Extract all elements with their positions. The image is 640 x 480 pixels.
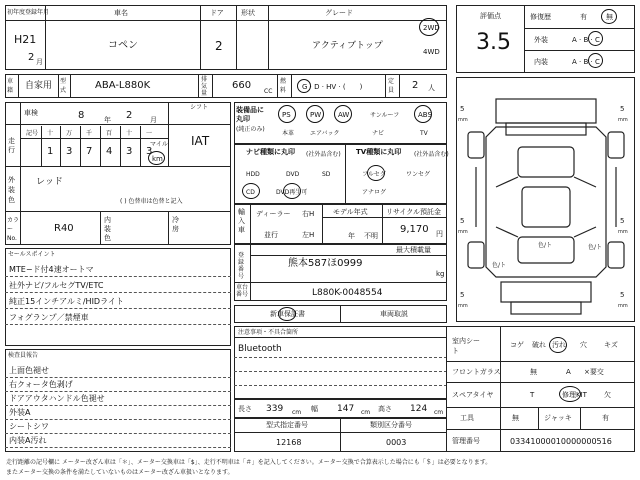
inspection-item-4: シートシワ (9, 422, 49, 431)
diagram-mm-bl: mm (458, 303, 468, 309)
header-box (5, 5, 447, 70)
glass-opt-1: A (566, 368, 571, 376)
inspection-item-3: 外装A (9, 408, 31, 417)
navi-dvd-circle (283, 183, 301, 199)
repair-no: 無 (606, 13, 613, 21)
wid-value: 147 (337, 404, 355, 414)
disp-unit: CC (264, 88, 273, 95)
equip-circle-0 (278, 105, 296, 123)
navi-item-1: DVD (286, 171, 300, 178)
sales-line-3 (5, 324, 231, 325)
mileage-unit-1: 十 (47, 130, 54, 137)
notes-body: Bluetooth (238, 344, 282, 354)
spare-kit-circle (559, 386, 581, 402)
diagram-five-br: 5 (620, 291, 625, 299)
mileage-divider-5 (120, 126, 121, 166)
equip-item-2: AW (338, 111, 350, 119)
navi-title: ナビ種類に丸印 (246, 148, 295, 156)
mile-label: マイル (150, 141, 168, 148)
glass-opt-2: ×要交 (584, 368, 604, 376)
plate-label: 車籍 (7, 78, 14, 94)
equip-item-3: サンルーフ (370, 112, 400, 119)
mileage-side-label: 走行 (8, 137, 15, 154)
reg-year: H21 (14, 33, 37, 46)
inspect-month: 2 (126, 110, 133, 121)
mileage-unit-6: 一 (146, 130, 153, 137)
inspection-item-1: 右クォータ色剥げ (9, 380, 73, 389)
manual-label: 車両取説 (380, 310, 408, 318)
tv-item-0: フルセグ (362, 171, 386, 178)
notes-title: 注意事項・不具合箇所 (238, 329, 299, 336)
equip-circle-4 (414, 105, 432, 123)
weight-label: 最大積載量 (396, 246, 431, 254)
jack-value: 有 (602, 414, 609, 422)
inspection-line-0 (5, 377, 231, 378)
color-note: ( ) 色替車は色替と記入 (120, 198, 183, 205)
mileage-unit-4: 百 (106, 130, 113, 137)
int-abc: A · B · C (572, 58, 600, 66)
tools-value: 無 (512, 414, 519, 422)
mileage-unit-3: 千 (86, 130, 93, 137)
jack-label: ジャッキ (544, 414, 572, 422)
equip-sub: (純正のみ) (236, 126, 265, 133)
door-count: 2 (215, 39, 223, 53)
first-reg-label: 初年度登録年月 (7, 9, 50, 16)
diagram-five-tl: 5 (460, 105, 465, 113)
model-year-unknown: 不明 (364, 232, 378, 240)
reg-month: 2 (28, 52, 35, 63)
drive-2wd: 2WD (423, 24, 440, 32)
footer-line2: またメーター交換の条件を満たしていないものはメーター改ざん車扱いとなります。 (6, 469, 234, 476)
recycle-label: リサイクル預託金 (386, 208, 442, 216)
fuel-options: G · D · HV · ( ) (302, 83, 363, 91)
seat-label: 室内シート (452, 337, 480, 355)
inspection-line-4 (5, 433, 231, 434)
tools-label: 工具 (460, 414, 474, 422)
inspection-line-1 (5, 391, 231, 392)
navi-item-2: SD (322, 171, 331, 178)
diagram-mm-ml: mm (458, 229, 468, 235)
mileage-digit-3: 4 (106, 146, 113, 157)
mileage-unit-5: 十 (126, 130, 133, 137)
diagram-color-change-1: 色/ト (538, 242, 553, 249)
tv-item-2: アナログ (362, 189, 387, 196)
diagram-mm-tl: mm (458, 117, 468, 123)
mileage-divider-3 (80, 126, 81, 166)
model-year-unit: 年 (348, 232, 355, 240)
shift-value: IAT (191, 134, 210, 148)
repair-yes: 有 (580, 13, 587, 21)
tv-sub: (社外品含む) (414, 151, 449, 158)
mileage-digit-1: 3 (66, 146, 73, 157)
len-value: 339 (266, 404, 284, 414)
mileage-divider-2 (60, 126, 61, 166)
glass-label: フロントガラス (452, 368, 501, 376)
seat-opt-3: 穴 (580, 341, 587, 349)
km-label: km (152, 155, 163, 163)
hgt-value: 124 (410, 404, 428, 414)
seats-value: 2 (412, 80, 419, 91)
score-value: 3.5 (476, 30, 511, 55)
score-label: 評価点 (480, 12, 501, 20)
inspect-year: 8 (78, 110, 85, 121)
import-left: 左H (302, 231, 315, 239)
designation-label: 型式指定番号 (266, 421, 308, 429)
diagram-mm-mr: mm (618, 229, 628, 235)
equip-item2-3: TV (420, 130, 428, 137)
disp-value: 660 (232, 80, 252, 91)
shift-label: シフト (190, 104, 209, 111)
mileage-digit-5: 3 (146, 146, 153, 157)
km-circle (148, 151, 165, 165)
len-unit: cm (292, 409, 302, 416)
drive-4wd: 4WD (423, 48, 440, 56)
diagram-five-bl: 5 (460, 291, 465, 299)
model-value: ABA-L880K (95, 80, 151, 91)
spare-opt-0: T (530, 391, 535, 399)
diagram-mm-br: mm (618, 303, 628, 309)
navi-item-3: CD (246, 189, 255, 196)
import-dealer: ディーラー (256, 210, 291, 218)
aircon-label: 冷房 (172, 216, 179, 233)
sales-title: セールスポイント (8, 251, 56, 258)
shape-label: 形状 (241, 9, 255, 17)
sales-item-3: フォグランプ／禁煙車 (9, 313, 89, 322)
diagram-color-change-3: 色/ト (492, 262, 507, 269)
plate-no-value: 熊本587ほ0999 (288, 258, 363, 269)
spare-opt-1: 修理KIT (562, 391, 587, 399)
diagram-five-tr: 5 (620, 105, 625, 113)
mileage-divider-6 (140, 126, 141, 166)
row2-box (5, 74, 447, 98)
equip-title: 装備品に丸印 (236, 106, 264, 123)
inspection-line-2 (5, 405, 231, 406)
mgmt-label: 管理番号 (452, 437, 480, 445)
len-label: 長さ (238, 405, 252, 413)
chassis-value: L880K-0048554 (312, 288, 383, 298)
color-code-label: カラーNo. (7, 217, 20, 242)
mileage-digit-4: 3 (126, 146, 133, 157)
chassis-label: 車台番号 (236, 284, 249, 298)
car-diagram (456, 77, 635, 322)
recycle-value: 9,170 (400, 224, 429, 235)
inspection-item-5: 内装A汚れ (9, 436, 47, 445)
tv-item-1: ワンセグ (406, 171, 431, 178)
grade-label: グレード (325, 9, 353, 17)
inspection-title: 検査員報告 (8, 352, 39, 359)
footer-line1: 走行距離の記号欄に メーター改ざん車は「＊」、メーター交換車は「$」、走行不明車は「＃」を記入してください。メーター交換で合算表示した場合にも「＄」は必要となります。 (6, 459, 492, 466)
diagram-five-ml: 5 (460, 217, 465, 225)
sales-item-2: 純正15インチアルミ/HIDライト (9, 297, 124, 306)
color-side-label: 外装色 (8, 176, 15, 204)
plate-value: 自家用 (25, 81, 53, 91)
weight-unit: kg (436, 270, 445, 278)
fuel-label: 燃料 (280, 78, 287, 94)
spare-opt-2: 欠 (604, 391, 611, 399)
inspect-month-unit: 月 (150, 116, 157, 124)
interior-color-label: 内装色 (104, 216, 111, 242)
equip-circle-1 (306, 105, 324, 123)
import-label: 輸入車 (238, 208, 245, 234)
wid-label: 幅 (311, 405, 318, 413)
class-label: 類別区分番号 (370, 421, 412, 429)
navi-item-4: DVD再生可 (276, 189, 308, 196)
mileage-unit-0: 記号 (26, 130, 39, 137)
import-parallel: 並行 (264, 231, 278, 239)
inspection-line-5 (5, 447, 231, 448)
navi-item-0: HDD (246, 171, 260, 178)
designation-value: 12168 (276, 438, 302, 447)
mileage-digit-0: 1 (47, 146, 54, 157)
new-warranty: 新車保証書 (270, 310, 305, 318)
fuel-g-circle (297, 79, 311, 93)
inspect-label: 車検 (24, 109, 38, 117)
glass-opt-0: 無 (530, 368, 537, 376)
ext-label: 外装 (534, 36, 548, 44)
diagram-mm-tr: mm (618, 117, 628, 123)
diagram-color-change-2: 色/ト (588, 244, 603, 251)
color-code: R40 (54, 223, 74, 234)
inspection-item-2: ドアアウタハンドル色褪せ (9, 394, 105, 403)
grade-value: アクティブトップ (312, 41, 383, 51)
seat-opt-1: 破れ (532, 341, 546, 349)
navi-cd-circle (242, 183, 260, 199)
door-label: ドア (210, 9, 224, 17)
repair-no-circle (601, 9, 617, 24)
sales-line-2 (5, 308, 231, 309)
inspection-item-0: 上面色褪せ (9, 366, 49, 375)
wid-unit: cm (361, 409, 371, 416)
tv-title: TV種類に丸印 (356, 148, 402, 156)
hgt-label: 高さ (378, 405, 392, 413)
equip-item-0: PS (282, 111, 291, 119)
spare-label: スペアタイヤ (452, 391, 494, 399)
import-right: 右H (302, 210, 315, 218)
sales-item-1: 社外ナビ/フルセグTV/ETC (9, 281, 104, 290)
repair-label: 修復歴 (530, 13, 551, 21)
recycle-unit: 円 (436, 230, 443, 238)
sales-line-1 (5, 292, 231, 293)
drive-2wd-circle (419, 18, 439, 36)
ext-b-circle (588, 31, 603, 46)
plate-no-label: 登録番号 (238, 252, 245, 280)
navi-sub: (社外品含む) (306, 151, 341, 158)
equip-item2-0: 本革 (282, 130, 295, 137)
equip-item-4: ABS (418, 111, 432, 119)
equip-item2-1: エアバック (310, 130, 340, 137)
new-warranty-circle (278, 307, 296, 321)
car-name: コペン (108, 40, 138, 51)
seats-unit: 人 (428, 84, 435, 92)
inspect-year-unit: 年 (104, 116, 111, 124)
inspection-line-3 (5, 419, 231, 420)
seat-opt-0: コゲ (510, 341, 524, 349)
int-b-circle (588, 53, 603, 68)
model-year-label: モデル年式 (333, 208, 368, 216)
model-label: 型式 (60, 78, 67, 94)
equip-circle-2 (334, 105, 352, 123)
car-name-label: 車名 (114, 9, 128, 17)
int-label: 内装 (534, 58, 548, 66)
mileage-digit-2: 7 (86, 146, 93, 157)
seats-label: 定員 (388, 78, 395, 94)
ext-abc: A · B · C (572, 36, 600, 44)
seat-dirty-circle (549, 337, 567, 353)
mileage-divider-4 (100, 126, 101, 166)
sales-item-0: MTE−ド付4速オートマ (9, 265, 94, 274)
equip-item-1: PW (310, 111, 322, 119)
hgt-unit: cm (434, 409, 444, 416)
mgmt-value: 03341000010000000516 (510, 437, 612, 446)
month-unit: 月 (36, 58, 43, 66)
color-value: レッド (36, 177, 63, 187)
diagram-five-mr: 5 (620, 217, 625, 225)
mileage-divider-1 (41, 126, 42, 166)
seat-opt-4: キズ (604, 341, 618, 349)
class-value: 0003 (386, 438, 407, 447)
seat-opt-2: 汚れ (552, 341, 566, 349)
tv-fullseg-circle (367, 165, 385, 181)
sales-line-0 (5, 276, 231, 277)
equip-item2-2: ナビ (372, 130, 385, 137)
disp-label: 排気量 (201, 76, 208, 97)
mileage-unit-2: 万 (66, 130, 73, 137)
